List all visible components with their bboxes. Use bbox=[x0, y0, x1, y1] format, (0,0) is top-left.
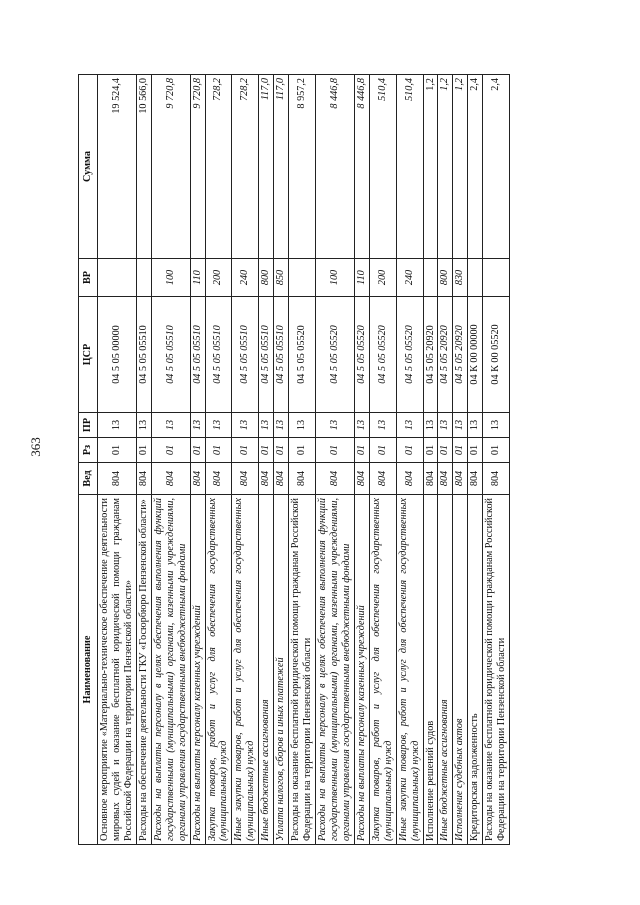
cell-pr: 13 bbox=[190, 413, 205, 438]
cell-ved: 804 bbox=[483, 463, 510, 495]
cell-vr: 850 bbox=[274, 259, 289, 297]
cell-name: Иные закупки товаров, работ и услуг для обеспечения государственных (муниципальных) нужд bbox=[396, 495, 423, 845]
cell-pr: 13 bbox=[316, 413, 355, 438]
cell-ved: 804 bbox=[190, 463, 205, 495]
cell-rz: 01 bbox=[151, 438, 190, 463]
cell-vr: 110 bbox=[354, 259, 369, 297]
cell-sum: 117,0 bbox=[259, 75, 274, 259]
cell-ved: 804 bbox=[468, 463, 483, 495]
cell-name: Исполнение судебных актов bbox=[453, 495, 468, 845]
cell-vr: 100 bbox=[316, 259, 355, 297]
table-row bbox=[423, 75, 438, 845]
cell-sum: 728,2 bbox=[232, 75, 259, 259]
cell-rz: 01 bbox=[289, 438, 316, 463]
cell-name: Кредиторская задолженность bbox=[468, 495, 483, 845]
cell-ved: 804 bbox=[151, 463, 190, 495]
cell-ved: 804 bbox=[98, 463, 137, 495]
cell-sum: 9 720,8 bbox=[151, 75, 190, 259]
cell-vr: 800 bbox=[438, 259, 453, 297]
table-row bbox=[190, 75, 205, 845]
cell-csr: 04 5 05 05520 bbox=[316, 297, 355, 413]
cell-vr: 240 bbox=[232, 259, 259, 297]
cell-rz: 01 bbox=[98, 438, 137, 463]
cell-sum: 117,0 bbox=[274, 75, 289, 259]
cell-vr: 110 bbox=[190, 259, 205, 297]
cell-rz: 01 bbox=[205, 438, 232, 463]
cell-vr bbox=[483, 259, 510, 297]
cell-ved: 804 bbox=[369, 463, 396, 495]
table-header-row bbox=[79, 75, 98, 845]
cell-rz: 01 bbox=[316, 438, 355, 463]
cell-sum: 1,2 bbox=[423, 75, 438, 259]
cell-sum: 8 446,8 bbox=[316, 75, 355, 259]
cell-ved: 804 bbox=[423, 463, 438, 495]
cell-rz: 01 bbox=[259, 438, 274, 463]
cell-csr: 04 5 05 20920 bbox=[453, 297, 468, 413]
cell-csr: 04 5 05 20920 bbox=[438, 297, 453, 413]
cell-sum: 8 446,8 bbox=[354, 75, 369, 259]
header-csr: ЦСР bbox=[79, 297, 98, 413]
table-row bbox=[274, 75, 289, 845]
cell-sum: 8 957,2 bbox=[289, 75, 316, 259]
table-row bbox=[259, 75, 274, 845]
cell-csr: 04 5 05 05520 bbox=[369, 297, 396, 413]
cell-csr: 04 5 05 05510 bbox=[136, 297, 151, 413]
page-number: 363 bbox=[28, 437, 43, 457]
cell-pr: 13 bbox=[369, 413, 396, 438]
cell-pr: 13 bbox=[98, 413, 137, 438]
cell-csr: 04 5 05 20920 bbox=[423, 297, 438, 413]
cell-name: Расходы на выплаты персоналу в целях обеспечения выполнения функций государственными (муниципальными) органами, казенными учреждениями, органами управления государственными внебюджетными фондами bbox=[316, 495, 355, 845]
cell-ved: 804 bbox=[136, 463, 151, 495]
cell-pr: 13 bbox=[151, 413, 190, 438]
cell-sum: 1,2 bbox=[453, 75, 468, 259]
cell-name: Расходы на выплаты персоналу казенных учреждений bbox=[190, 495, 205, 845]
cell-vr: 800 bbox=[259, 259, 274, 297]
cell-vr bbox=[423, 259, 438, 297]
cell-vr: 200 bbox=[369, 259, 396, 297]
cell-rz: 01 bbox=[453, 438, 468, 463]
cell-rz: 01 bbox=[468, 438, 483, 463]
cell-pr: 13 bbox=[483, 413, 510, 438]
cell-csr: 04 5 05 05510 bbox=[259, 297, 274, 413]
header-pr: ПР bbox=[79, 413, 98, 438]
cell-pr: 13 bbox=[453, 413, 468, 438]
header-name: Наименование bbox=[79, 495, 98, 845]
table-body bbox=[98, 75, 510, 845]
cell-ved: 804 bbox=[316, 463, 355, 495]
cell-ved: 804 bbox=[438, 463, 453, 495]
cell-pr: 13 bbox=[396, 413, 423, 438]
cell-rz: 01 bbox=[190, 438, 205, 463]
header-vr: ВР bbox=[79, 259, 98, 297]
cell-sum: 10 566,0 bbox=[136, 75, 151, 259]
table-row bbox=[98, 75, 137, 845]
cell-rz: 01 bbox=[423, 438, 438, 463]
cell-name: Закупка товаров, работ и услуг для обеспечения государственных (муниципальных) нужд bbox=[369, 495, 396, 845]
cell-vr: 200 bbox=[205, 259, 232, 297]
cell-vr: 100 bbox=[151, 259, 190, 297]
cell-vr: 830 bbox=[453, 259, 468, 297]
cell-sum: 9 720,8 bbox=[190, 75, 205, 259]
table-row bbox=[289, 75, 316, 845]
cell-pr: 13 bbox=[274, 413, 289, 438]
cell-csr: 04 К 00 05520 bbox=[483, 297, 510, 413]
cell-sum: 2,4 bbox=[483, 75, 510, 259]
table-row bbox=[438, 75, 453, 845]
cell-ved: 804 bbox=[205, 463, 232, 495]
cell-rz: 01 bbox=[274, 438, 289, 463]
cell-ved: 804 bbox=[259, 463, 274, 495]
table-row bbox=[369, 75, 396, 845]
cell-sum: 510,4 bbox=[396, 75, 423, 259]
cell-pr: 13 bbox=[259, 413, 274, 438]
cell-sum: 510,4 bbox=[369, 75, 396, 259]
cell-vr bbox=[468, 259, 483, 297]
cell-ved: 804 bbox=[453, 463, 468, 495]
cell-name: Уплата налогов, сборов и иных платежей bbox=[274, 495, 289, 845]
cell-vr bbox=[289, 259, 316, 297]
cell-sum: 19 524,4 bbox=[98, 75, 137, 259]
cell-ved: 804 bbox=[396, 463, 423, 495]
table-row bbox=[396, 75, 423, 845]
cell-pr: 13 bbox=[354, 413, 369, 438]
cell-csr: 04 5 05 00000 bbox=[98, 297, 137, 413]
cell-csr: 04 5 05 05520 bbox=[396, 297, 423, 413]
cell-rz: 01 bbox=[136, 438, 151, 463]
cell-csr: 04 5 05 05510 bbox=[232, 297, 259, 413]
cell-pr: 13 bbox=[232, 413, 259, 438]
table-row bbox=[483, 75, 510, 845]
cell-pr: 13 bbox=[136, 413, 151, 438]
cell-name: Иные бюджетные ассигнования bbox=[259, 495, 274, 845]
cell-rz: 01 bbox=[369, 438, 396, 463]
header-rz: Рз bbox=[79, 438, 98, 463]
table-row bbox=[316, 75, 355, 845]
cell-vr bbox=[98, 259, 137, 297]
cell-name: Расходы на выплаты персоналу в целях обеспечения выполнения функций государственными (муниципальными) органами, казенными учреждениями, органами управления государственными внебюджетными фондами bbox=[151, 495, 190, 845]
cell-pr: 13 bbox=[468, 413, 483, 438]
cell-ved: 804 bbox=[274, 463, 289, 495]
table-row bbox=[453, 75, 468, 845]
cell-csr: 04 К 00 00000 bbox=[468, 297, 483, 413]
cell-vr: 240 bbox=[396, 259, 423, 297]
cell-ved: 804 bbox=[289, 463, 316, 495]
cell-name: Расходы на обеспечение деятельности ГКУ «Госюрбюро Пензенской области» bbox=[136, 495, 151, 845]
cell-name: Иные бюджетные ассигнования bbox=[438, 495, 453, 845]
cell-ved: 804 bbox=[232, 463, 259, 495]
cell-csr: 04 5 05 05520 bbox=[354, 297, 369, 413]
table-row bbox=[205, 75, 232, 845]
cell-pr: 13 bbox=[423, 413, 438, 438]
table-row bbox=[354, 75, 369, 845]
cell-csr: 04 5 05 05520 bbox=[289, 297, 316, 413]
cell-name: Иные закупки товаров, работ и услуг для обеспечения государственных (муниципальных) нужд bbox=[232, 495, 259, 845]
cell-vr bbox=[136, 259, 151, 297]
cell-rz: 01 bbox=[232, 438, 259, 463]
header-ved: Вед bbox=[79, 463, 98, 495]
cell-pr: 13 bbox=[438, 413, 453, 438]
cell-pr: 13 bbox=[205, 413, 232, 438]
cell-csr: 04 5 05 05510 bbox=[190, 297, 205, 413]
cell-ved: 804 bbox=[354, 463, 369, 495]
cell-name: Закупка товаров, работ и услуг для обеспечения государственных (муниципальных) нужд bbox=[205, 495, 232, 845]
cell-csr: 04 5 05 05510 bbox=[205, 297, 232, 413]
cell-rz: 01 bbox=[483, 438, 510, 463]
cell-name: Расходы на оказание бесплатной юридической помощи гражданам Российской Федерации на территории Пензенской области bbox=[289, 495, 316, 845]
cell-name: Исполнение решений судов bbox=[423, 495, 438, 845]
cell-sum: 1,2 bbox=[438, 75, 453, 259]
table-row bbox=[151, 75, 190, 845]
cell-name: Основное мероприятие «Материально-техническое обеспечение деятельности мировых судей и оказание бесплатной юридической помощи гражданам Российской Федерации на территории Пензенской области» bbox=[98, 495, 137, 845]
table-row bbox=[468, 75, 483, 845]
cell-rz: 01 bbox=[438, 438, 453, 463]
cell-name: Расходы на оказание бесплатной юридической помощи гражданам Российской Федерации на территории Пензенской области bbox=[483, 495, 510, 845]
cell-csr: 04 5 05 05510 bbox=[274, 297, 289, 413]
cell-csr: 04 5 05 05510 bbox=[151, 297, 190, 413]
cell-rz: 01 bbox=[396, 438, 423, 463]
cell-sum: 728,2 bbox=[205, 75, 232, 259]
rotated-table-container bbox=[78, 75, 623, 845]
cell-name: Расходы на выплаты персоналу казенных учреждений bbox=[354, 495, 369, 845]
header-sum: Сумма bbox=[79, 75, 98, 259]
budget-table bbox=[78, 74, 510, 845]
table-row bbox=[136, 75, 151, 845]
cell-pr: 13 bbox=[289, 413, 316, 438]
table-row bbox=[232, 75, 259, 845]
cell-rz: 01 bbox=[354, 438, 369, 463]
cell-sum: 2,4 bbox=[468, 75, 483, 259]
